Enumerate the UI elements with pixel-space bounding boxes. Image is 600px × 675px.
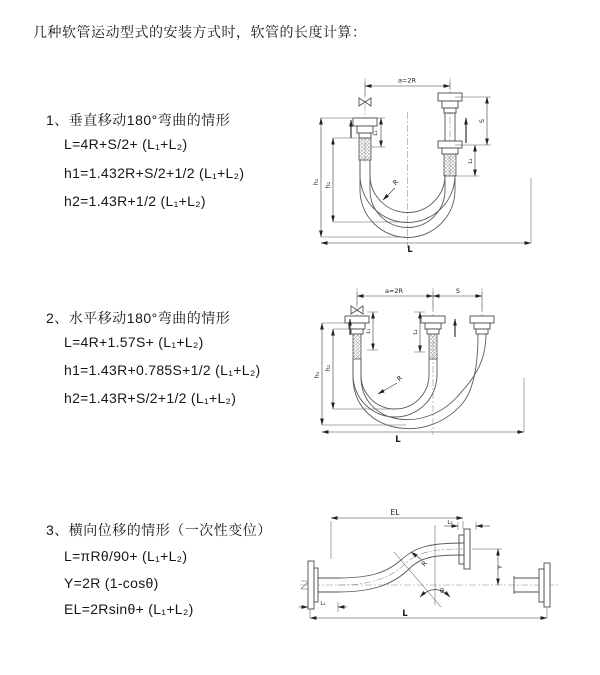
dim-label-length: L [407, 245, 413, 255]
section-2-formula-L: L=4R+1.57S+ (L₁+L₂) [64, 334, 204, 350]
section-3-heading: 3、横向位移的情形（一次性变位） [46, 522, 272, 538]
dim-label-theta: θ [440, 587, 444, 595]
braid-section [359, 138, 371, 160]
dimension-length [321, 178, 531, 255]
dim-label-h1: h₁ [313, 371, 321, 379]
dim-label-el: EL [390, 508, 400, 517]
dim-label-h2: h₂ [324, 181, 332, 189]
dimension-el [331, 508, 463, 559]
braid-section [429, 334, 437, 359]
section-2-formula-h2: h2=1.43R+S/2+1/2 (L₁+L₂) [64, 390, 237, 406]
dimension-l1 [299, 601, 347, 612]
section-1-formula-h1: h1=1.432R+S/2+1/2 (L₁+L₂) [64, 165, 245, 181]
dim-label-r: R [395, 373, 405, 383]
left-pipe-fitting [353, 118, 377, 160]
span-dimension [357, 287, 482, 311]
section-3-formula-EL: EL=2Rsinθ+ (L₁+L₂) [64, 601, 194, 617]
dimension-y [472, 549, 504, 585]
section-3-formula-Y: Y=2R (1-cosθ) [64, 575, 159, 591]
diagram-lateral-displacement [298, 505, 600, 652]
dimension-s [455, 97, 491, 145]
dim-label-l2: L₂ [413, 329, 419, 335]
dim-label-length: L [395, 435, 401, 445]
dim-label-h2: h₂ [324, 364, 332, 372]
dimension-length [322, 378, 524, 445]
dim-label-span: a=2R [397, 76, 417, 85]
dim-label-span: a=2R [384, 287, 404, 295]
dim-label-length: L [402, 609, 408, 619]
dimension-l2 [456, 145, 479, 176]
s-curve-hose [338, 543, 464, 592]
dimension-length [310, 608, 547, 619]
diagram-horizontal-180-bend [312, 283, 594, 459]
section-1-formula-h2: h2=1.43R+1/2 (L₁+L₂) [64, 193, 206, 209]
section-1-heading: 1、垂直移动180°弯曲的情形 [46, 112, 231, 128]
dim-label-l1: L₁ [320, 601, 326, 607]
right-pipe-fitting [470, 316, 494, 334]
dim-label-l1: L₁ [366, 328, 372, 334]
dim-label-l2: L₂ [468, 158, 474, 164]
dim-label-s: S [455, 287, 461, 295]
dim-label-l1: L₁ [373, 130, 379, 136]
braid-section [353, 334, 361, 359]
left-pipe-fitting [345, 316, 369, 359]
dim-label-l2: L₂ [447, 520, 453, 526]
radius-callout [383, 178, 400, 200]
dimension-l2 [444, 520, 490, 530]
section-1-formula-L: L=4R+S/2+ (L₁+L₂) [64, 136, 188, 152]
braid-section [444, 154, 456, 176]
dim-label-r: R [391, 177, 401, 187]
dim-label-y: Y [496, 565, 504, 569]
dim-label-r: R [419, 559, 429, 569]
radius-callout [378, 374, 404, 394]
span-dimension [365, 77, 450, 97]
dim-label-h1: h₁ [312, 178, 320, 186]
section-3-formula-L: L=πRθ/90+ (L₁+L₂) [64, 548, 188, 564]
section-2-formula-h1: h1=1.43R+0.785S+1/2 (L₁+L₂) [64, 362, 261, 378]
radius-callout [411, 552, 429, 568]
diagram-vertical-180-bend [313, 70, 585, 262]
section-2-heading: 2、水平移动180°弯曲的情形 [46, 310, 231, 326]
page-title: 几种软管运动型式的安装方式时，软管的长度计算： [33, 24, 367, 40]
dim-label-s: S [478, 118, 486, 124]
middle-pipe-fitting [421, 316, 445, 359]
